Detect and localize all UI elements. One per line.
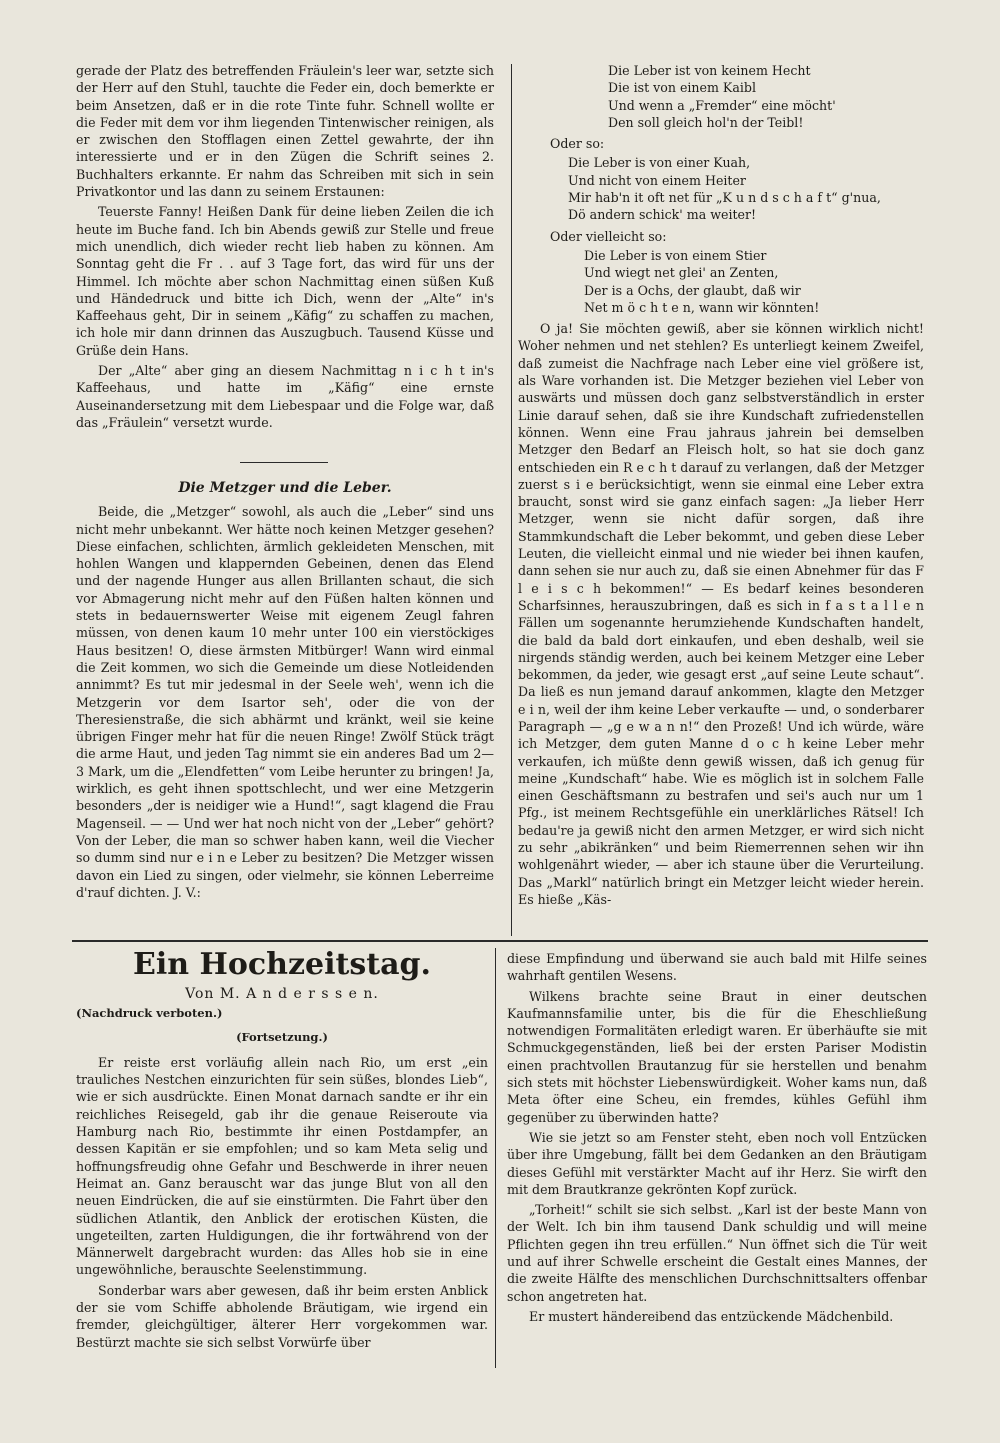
section-title: Die Metzger und die Leber. [178, 480, 392, 496]
verse-line: Die Leber ist von keinem Hecht [608, 63, 811, 78]
top-right-column [512, 62, 924, 911]
section-divider [240, 462, 328, 463]
story-paragraph: Der „Alte“ aber ging an diesem Nachmittag n i c h t in's Kaffeehaus, und hatte im „Käfig“ eine ernste Auseinandersetzung mit dem Liebespaar und die Folge war, daß das „Fräulein“ versetzt wurde. [76, 363, 494, 430]
letter-paragraph: Teuerste Fanny! Heißen Dank für deine lieben Zeilen die ich heute im Buche fand. Ich bin Abends gewiß zur Stelle und freue mich unendlich, dich wieder recht lieb haben zu können. Am Sonntag geht die Fr . . auf 3 Tage fort, das wird für uns der Himmel. Ich möchte aber schon Nachmittag einen süßen Kuß und Händedruck und bitte ich Dich, wenn der „Alte“ in's Kaffeehaus geht, Dir in seinem „Käfig“ zu schaffen zu machen, ich hole mir dann drinnen das Auszugbuch. Tausend Küsse und Grüße dein Hans. [76, 204, 494, 358]
byline: Von M. A n d e r s s e n. [185, 986, 379, 1002]
verse-intro: Oder vielleicht so: [550, 228, 667, 244]
story-paragraph: Wilkens brachte seine Braut in einer deutschen Kaufmannsfamilie unter, bis die für die Eheschließung notwendigen Formalitäten erledigt waren. Er überhäufte sie mit Schmuckgegenständen, ließ bei der ersten Pariser Modistin einen prachtvollen Brautanzug für sie herstellen und benahm sich stets mit höchster Liebenswürdigkeit. Woher kams nun, daß Meta öfter eine Scheu, ein fremdes, kühles Gefühl ihm gegenüber zu überwinden hatte? [507, 988, 927, 1125]
top-left-section [76, 480, 494, 904]
story-paragraph: diese Empfindung und überwand sie auch bald mit Hilfe seines wahrhaft gentilen Wesens. [507, 951, 927, 984]
story-title: Ein Hochzeitstag. [133, 947, 431, 982]
verse-line: Der is a Ochs, der glaubt, daß wir [584, 282, 801, 298]
story-paragraph: Sonderbar wars aber gewesen, daß ihr beim ersten Anblick der sie vom Schiffe abholende Bräutigam, wie irgend ein fremder, gleichgültiger, älterer Herr vorgekommen war. Bestürzt machte sie sich selbst Vorwürfe über [76, 1282, 488, 1350]
verse-line: Mir hab'n it oft net für „K u n d s c h a f t“ g'nua, [568, 190, 881, 206]
top-left-column [76, 62, 494, 434]
story-paragraph: Wie sie jetzt so am Fenster steht, eben noch voll Entzücken über ihre Umgebung, fällt bei dem Gedanken an den Bräutigam dieses Gefühl mit verstärkter Macht auf ihr Herz. Sie wirft den mit dem Brautkranze gekrönten Kopf zurück. [507, 1129, 927, 1197]
verse-line: Den soll gleich hol'n der Teibl! [608, 114, 804, 130]
story-paragraph: Er reiste erst vorläufig allein nach Rio, um erst „ein trauliches Nestchen einzurichten für sein süßes, blondes Lieb“, wie er sich ausdrückte. Einen Monat darnach sandte er ihr ein reichliches Reisegeld, gab ihr die genaue Reiseroute via Hamburg nach Rio, bestimmte ihr einen Postdampfer, an dessen Kapitän er sie empfohlen; und so kam Meta selig und hoffnungsfreudig ohne Gefahr und Beschwerde in ihrer neuen Heimat an. Ganz berauscht war das junge Blut von all den neuen Eindrücken, die auf sie einstürmten. Die Fahrt über den südlichen Atlantik, den Anblick der erotischen Küsten, die ungeteilten, zarten Huldigungen, die ihr fortwährend von der Männerwelt dargebracht wurden: das Alles hob sie in eine ungewöhnliche, berauschte Seelenstimmung. [76, 1054, 488, 1278]
verse-line: Die Leber is von einer Kuah, [568, 155, 751, 171]
verse-line: Und wenn a „Fremder“ eine möcht' [608, 97, 836, 113]
verse-line: Und nicht von einem Heiter [568, 172, 746, 188]
bottom-left-column [76, 948, 488, 1354]
verse-line: Dö andern schick' ma weiter! [568, 207, 757, 223]
story-paragraph: „Torheit!“ schilt sie sich selbst. „Karl ist der beste Mann von der Welt. Ich bin ihm tausend Dank schuldig und will meine Pflichten gegen ihn treu erfüllen.“ Nun öffnet sich die Tür weit und auf ihrer Schwelle erscheint die Gestalt eines Mannes, der die zweite Hälfte des menschlichen Durchschnittsalters offenbar schon angetreten hat. [507, 1202, 927, 1304]
story-paragraph: Er mustert händereibend das entzückende Mädchenbild. [529, 1308, 894, 1324]
story-paragraph: O ja! Sie möchten gewiß, aber sie können wirklich nicht! Woher nehmen und net stehlen? Es unterliegt keinem Zweifel, daß zumeist die Nachfrage nach Leber eine viel größere ist, als Ware vorhanden ist. Die Metzger beziehen viel Leber von auswärts und müssen doch ganz selbstverständlich in erster Linie darauf sehen, daß sie ihre Kundschaft zufriedenstellen können. Wenn eine Frau jahraus jahrein bei demselben Metzger den Bedarf an Fleisch holt, so hat sie doch ganz entschieden ein R e c h t darauf zu verlangen, daß der Metzger zuerst s i e berücksichtigt, wenn sie einmal eine Leber extra braucht, sonst wird sie ganz einfach sagen: „Ja lieber Herr Metzger, wenn sie nicht dafür sorgen, daß ihre Stammkundschaft die Leber bekommt, und geben diese Leber Leuten, die vielleicht einmal und nie wieder bei ihnen kaufen, dann sehen sie nur auch zu, daß sie einen Abnehmer für das F l e i s c h bekommen!“ — Es bedarf keines besonderen Scharfsinnes, herauszubringen, daß es sich in f a s t a l l e n Fällen um sogenannte herumziehende Kundschaften handelt, die bald da bald dort einkaufen, und eben deshalb, weil sie nirgends ständig werden, auch bei keinem Metzger eine Leber bekommen, da jeder, wie gesagt erst „auf seine Leute schaut“. Da ließ es nun jemand darauf ankommen, klagte den Metzger e i n, weil der ihm keine Leber verkaufte — und, o sonderbarer Paragraph — „g e w a n n!“ den Prozeß! Und ich würde, wäre ich Metzger, dem guten Manne d o c h keine Leber mehr verkaufen, ich müßte denn gewiß wissen, daß ich genug für meine „Kundschaft“ habe. Wie es möglich ist in solchem Falle einen Geschäftsmann zu bestrafen und sei's auch nur um 1 Pfg., ist meinem Rechtsgefühle ein unerklärliches Rätsel! Ich bedau're ja gewiß nicht den armen Metzger, er wird sich nicht zu sehr „abikränken“ und beim Riemerrennen sehen wir ihn wohlgenährt wieder, — aber ich staune über die Verurteilung. Das „Markl“ natürlich bringt ein Metzger leicht wieder herein. Es hieße „Käs- [518, 321, 924, 907]
continuation-note: (Fortsetzung.) [236, 1029, 328, 1044]
verse-line: Die Leber is von einem Stier [584, 247, 767, 263]
verse-three [512, 247, 924, 316]
reprint-note: (Nachdruck verboten.) [76, 1006, 223, 1021]
column-rule-bottom [495, 948, 496, 1368]
bottom-right-column [507, 950, 927, 1328]
section-separator [72, 940, 928, 942]
verse-line: Und wiegt net glei' an Zenten, [584, 265, 779, 281]
verse-one [512, 62, 924, 131]
verse-line: Die ist von einem Kaibl [608, 80, 756, 96]
story-paragraph: gerade der Platz des betreffenden Fräulein's leer war, setzte sich der Herr auf den Stuhl, tauchte die Feder ein, doch bemerkte er beim Ansetzen, daß er in die rote Tinte fuhr. Schnell wollte er die Feder mit dem vor ihm liegenden Tintenwischer reinigen, als er zwischen den Stofflagen einen Zettel gewahrte, der ihn interessierte und er in den Zügen die Schrift seines 2. Buchhalters erkannte. Er nahm das Schreiben mit sich in sein Privatkontor und las dann zu seinem Erstaunen: [76, 63, 494, 200]
section-paragraph: Beide, die „Metzger“ sowohl, als auch die „Leber“ sind uns nicht mehr unbekannt. Wer hätte noch keinen Metzger gesehen? Diese einfachen, schlichten, ärmlich gekleideten Menschen, mit hohlen Wangen und klappernden Gebeinen, denen das Elend und der nagende Hunger aus allen Brillanten schaut, die sich vor Abmagerung nicht mehr auf den Füßen halten können und stets in bedauernswerter Weise mit eigenem Zeugl fahren müssen, von denen kaum 10 mehr unter 100 ein vierstöckiges Haus besitzen! O, diese ärmsten Mitbürger! Wann wird einmal die Zeit kommen, wo sich die Gemeinde um diese Notleidenden annimmt? Es tut mir jedesmal in der Seele weh', wenn ich die Metzgerin vor dem Isartor seh', oder die von der Theresienstraße, die sich abhärmt und kränkt, weil sie keine übrigen Finger mehr hat für die neuen Ringe! Zwölf Stück trägt die arme Haut, und jeden Tag nimmt sie ein anderes Bad um 2—3 Mark, um die „Elendfetten“ vom Leibe herunter zu bringen! Ja, wirklich, es geht ihnen spottschlecht, und wer eine Metzgerin besonders „der is neidiger wie a Hund!“, sagt klagend die Frau Magenseil. — — Und wer hat noch nicht von der „Leber“ gehört? Von der Leber, die man so schwer haben kann, weil die Viecher so dumm sind nur e i n e Leber zu besitzen? Die Metzger wissen davon ein Lied zu singen, oder vielmehr, sie können Leberreime d'rauf dichten. J. V.: [76, 504, 494, 900]
verse-intro: Oder so: [550, 136, 605, 152]
verse-line: Net m ö c h t e n, wann wir könnten! [584, 299, 820, 315]
verse-two [512, 154, 924, 223]
